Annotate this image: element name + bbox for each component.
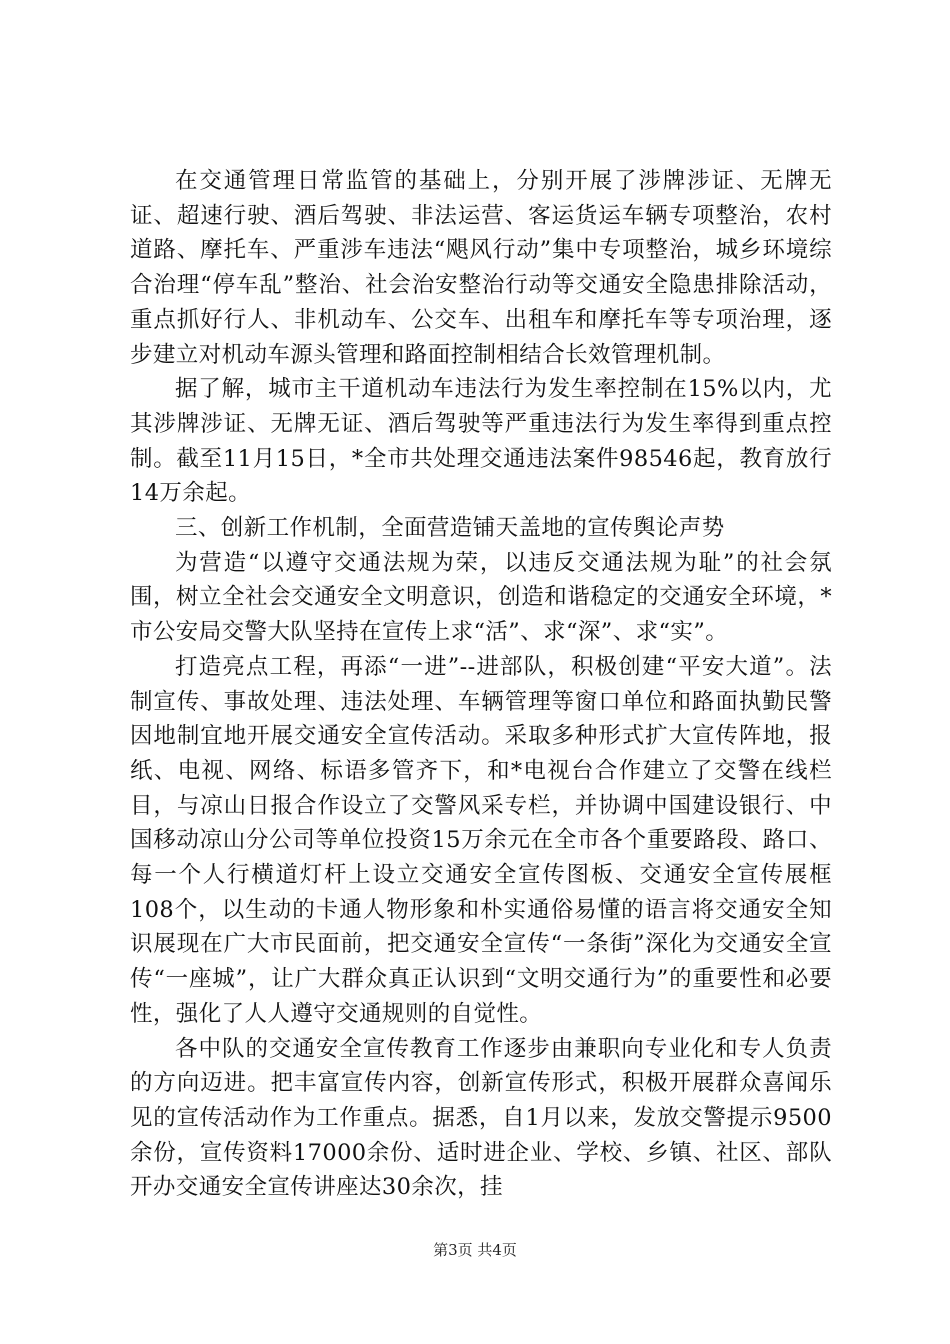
- page-footer: 第3页 共4页: [433, 1241, 517, 1259]
- paragraph-squadron-education: 各中队的交通安全宣传教育工作逐步由兼职向专业化和专人负责的方向迈进。把丰富宣传内容，创新宣传形式，积极开展群众喜闻乐见的宣传活动作为工作重点。据悉，自1月以来，发放交警提示9500余份，宣传资料17000余份、适时进企业、学校、乡镇、社区、部队开办交通安全宣传讲座达30余次，挂: [130, 1035, 832, 1201]
- paragraph-social-atmosphere: 为营造“以遵守交通法规为荣，以违反交通法规为耻”的社会氛围，树立全社会交通安全文明意识，创造和谐稳定的交通安全环境，*市公安局交警大队坚持在宣传上求“活”、求“深”、求“实”。: [130, 549, 832, 646]
- document-body: [130, 164, 832, 1205]
- section-heading-publicity: 三、创新工作机制，全面营造铺天盖地的宣传舆论声势: [175, 515, 725, 542]
- paragraph-highlight-project: 打造亮点工程，再添“一进”--进部队，积极创建“平安大道”。法制宣传、事故处理、违法处理、车辆管理等窗口单位和路面执勤民警因地制宜地开展交通安全宣传活动。采取多种形式扩大宣传阵地，报纸、电视、网络、标语多管齐下，和*电视台合作建立了交警在线栏目，与凉山日报合作设立了交警风采专栏，并协调中国建设银行、中国移动凉山分公司等单位投资15万余元在全市各个重要路段、路口、每一个人行横道灯杆上设立交通安全宣传图板、交通安全宣传展框108个，以生动的卡通人物形象和朴实通俗易懂的语言将交通安全知识展现在广大市民面前，把交通安全宣传“一条街”深化为交通安全宣传“一座城”，让广大群众真正认识到“文明交通行为”的重要性和必要性，强化了人人遵守交通规则的自觉性。: [130, 653, 832, 1027]
- paragraph-traffic-rectification: 在交通管理日常监管的基础上，分别开展了涉牌涉证、无牌无证、超速行驶、酒后驾驶、非法运营、客运货运车辆专项整治，农村道路、摩托车、严重涉车违法“飓风行动”集中专项整治，城乡环境综合治理“停车乱”整治、社会治安整治行动等交通安全隐患排除活动，重点抓好行人、非机动车、公交车、出租车和摩托车等专项治理，逐步建立对机动车源头管理和路面控制相结合长效管理机制。: [130, 168, 832, 368]
- paragraph-violation-statistics: 据了解，城市主干道机动车违法行为发生率控制在15%以内，尤其涉牌涉证、无牌无证、酒后驾驶等严重违法行为发生率得到重点控制。截至11月15日，*全市共处理交通违法案件98546起，教育放行14万余起。: [130, 376, 832, 507]
